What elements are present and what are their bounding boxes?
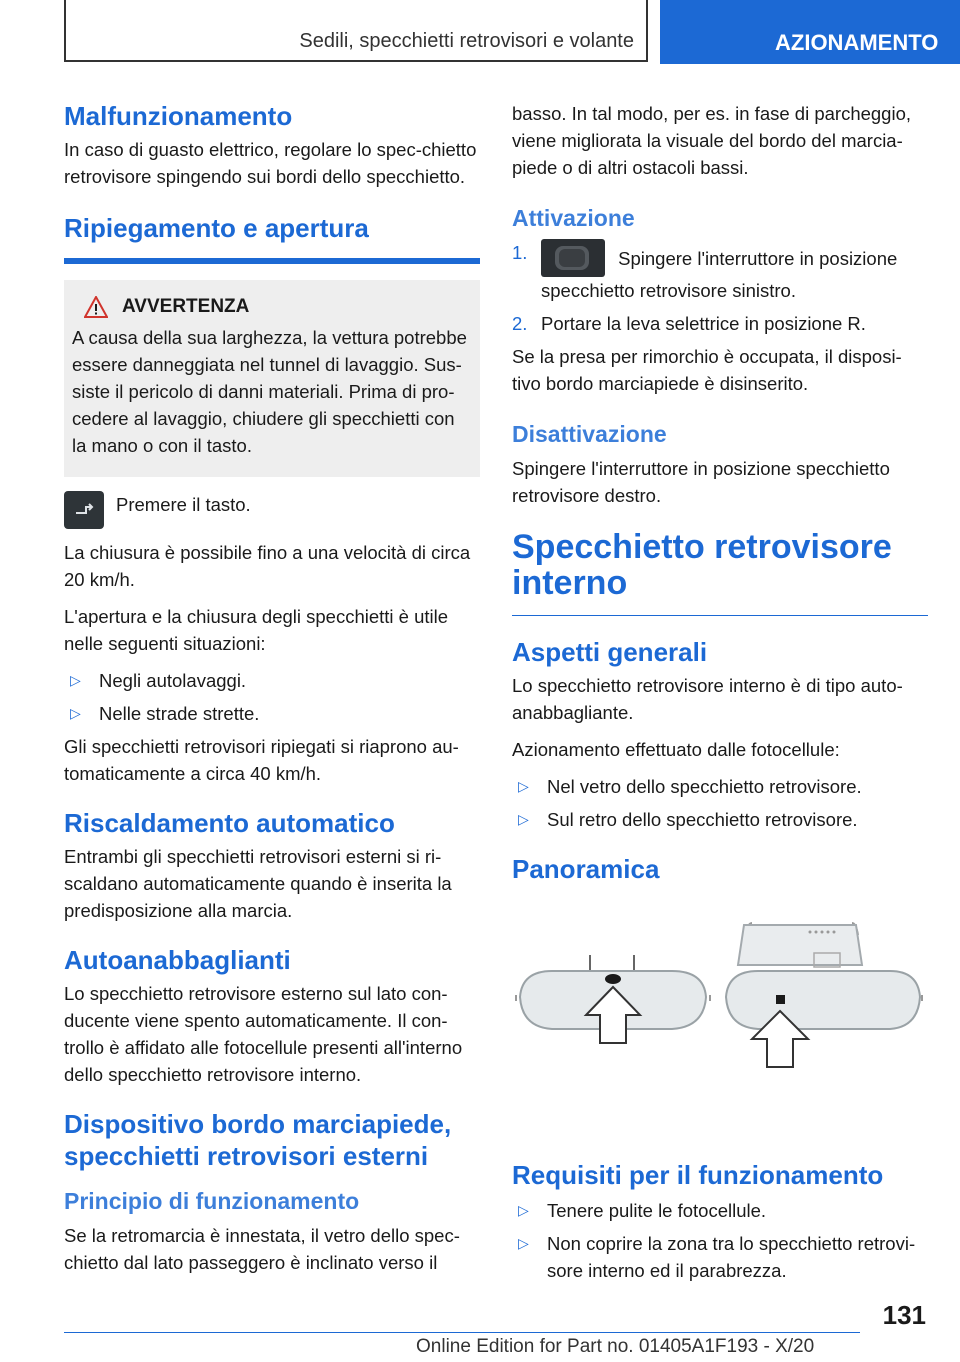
heading-deactivation: Disattivazione	[512, 421, 667, 447]
header-box	[64, 0, 648, 62]
principle-text: Se la retromarcia è innestata, il vetro dello spec-chietto dal lato passeggero è inclinato verso il	[64, 1225, 460, 1273]
warning-title	[72, 296, 472, 318]
footer-rule	[64, 1332, 860, 1333]
bullet-arrow-icon: ▷	[518, 778, 529, 794]
heading-overview: Panoramica	[512, 854, 660, 884]
page-number: 131	[882, 1300, 926, 1330]
heading-activation: Attivazione	[512, 205, 635, 231]
heating-text: Entrambi gli specchietti retrovisori esterni si ri-scaldano automaticamente quando è inserita la predisposizione alla marcia.	[64, 846, 452, 921]
trailer-text: Se la presa per rimorchio è occupata, il disposi-tivo bordo marciapiede è disinserito.	[512, 346, 902, 394]
heading-auto-dimming: Autoanabbaglianti	[64, 945, 291, 975]
warning-triangle-icon	[84, 296, 108, 318]
warning-label: AVVERTENZA	[122, 296, 250, 317]
press-button-text: Premere il tasto.	[116, 494, 251, 515]
bullet-arrow-icon: ▷	[518, 811, 529, 827]
step-item	[512, 310, 928, 337]
step-number: 2.	[512, 313, 528, 334]
list-item: ▷ Negli autolavaggi.	[64, 667, 480, 694]
heading-interior-mirror: Specchietto retrovisore interno	[512, 528, 892, 602]
bullet-arrow-icon: ▷	[70, 672, 81, 688]
left-column	[64, 100, 480, 1286]
heading-curb-function: Dispositivo bordo marciapiede, specchietti retrovisori esterni	[64, 1109, 452, 1171]
heading-heating: Riscaldamento automatico	[64, 808, 395, 838]
heading-malfunction: Malfunzionamento	[64, 101, 293, 131]
bullet-arrow-icon: ▷	[518, 1202, 529, 1218]
list-item: ▷ Sul retro dello specchietto retrovisore.	[512, 806, 928, 833]
mirror-illustration	[512, 905, 928, 1135]
malfunction-text: In caso di guasto elettrico, regolare lo spec-chietto retrovisore spingendo sui bordi dello specchietto.	[64, 139, 477, 187]
fold-button-row	[64, 491, 480, 529]
step-text: Portare la leva selettrice in posizione R.	[541, 313, 866, 334]
section-rule	[512, 615, 928, 616]
heading-requirements: Requisiti per il funzionamento	[512, 1160, 884, 1190]
list-item: ▷ Tenere pulite le fotocellule.	[512, 1197, 928, 1224]
bullet-arrow-icon: ▷	[70, 705, 81, 721]
chapter-tab[interactable]: AZIONAMENTO	[660, 0, 960, 64]
heading-general: Aspetti generali	[512, 637, 708, 667]
section-title: Sedili, specchietti retrovisori e volante	[299, 30, 634, 52]
step-number: 1.	[512, 242, 528, 263]
mirror-fold-button-icon	[64, 491, 104, 529]
continuation-text: basso. In tal modo, per es. in fase di parcheggio, viene migliorata la visuale del bordo del marcia-piede o di altri ostacoli bassi.	[512, 103, 912, 178]
warning-text: A causa della sua larghezza, la vettura potrebbe essere danneggiata nel tunnel di lavaggio. Sus-siste il pericolo di danni materiali. Prima di pro-cedere al lavaggio, chiudere gli specchietti con la mano o con il tasto.	[72, 327, 467, 456]
heading-principle: Principio di funzionamento	[64, 1188, 360, 1214]
step-text: Spingere l'interruttore in posizione specchietto retrovisore sinistro.	[541, 248, 898, 301]
general-text-1: Lo specchietto retrovisore interno è di tipo auto-anabbagliante.	[512, 675, 903, 723]
footer-edition: Online Edition for Part no. 01405A1F193 - X/20	[416, 1336, 815, 1357]
closing-speed-text: La chiusura è possibile fino a una velocità di circa 20 km/h.	[64, 542, 471, 590]
reopen-text: Gli specchietti retrovisori ripiegati si riaprono au-tomaticamente a circa 40 km/h.	[64, 736, 459, 784]
usefulness-text: L'apertura e la chiusura degli specchietti è utile nelle seguenti situazioni:	[64, 606, 449, 654]
bullet-arrow-icon: ▷	[518, 1235, 529, 1251]
warning-box	[64, 280, 480, 477]
list-item: ▷ Nel vetro dello specchietto retrovisore.	[512, 773, 928, 800]
list-item: ▷ Non coprire la zona tra lo specchietto retrovi-sore interno ed il parabrezza.	[512, 1230, 928, 1284]
list-item: ▷ Nelle strade strette.	[64, 700, 480, 727]
interior-mirror-image	[512, 905, 928, 1135]
heading-folding: Ripiegamento e apertura	[64, 213, 369, 243]
deactivation-text: Spingere l'interruttore in posizione specchietto retrovisore destro.	[512, 458, 890, 506]
step-item	[512, 239, 928, 304]
mirror-switch-icon	[541, 239, 605, 277]
auto-dimming-text: Lo specchietto retrovisore esterno sul lato con-ducente viene spento automaticamente. Il con-trollo è affidato alle fotocellule presenti all'interno dello specchietto retrovisore interno.	[64, 983, 463, 1085]
right-column	[512, 100, 928, 1290]
section-rule	[64, 258, 480, 264]
general-text-2: Azionamento effettuato dalle fotocellule:	[512, 739, 840, 760]
